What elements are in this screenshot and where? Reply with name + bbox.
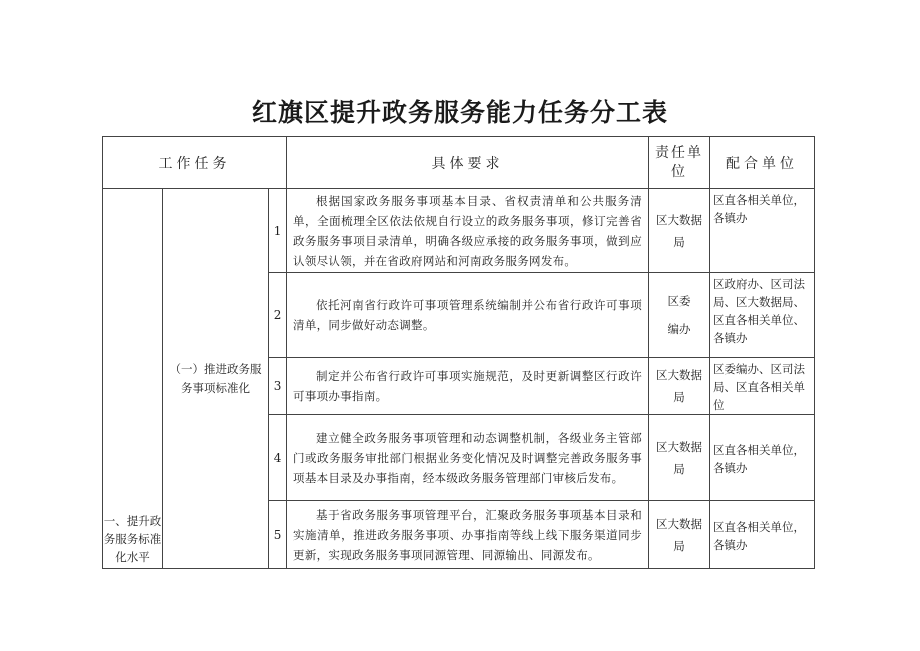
responsible-unit: 区大数据局 (649, 358, 710, 415)
responsible-unit: 区大数据局 (649, 501, 710, 569)
row-number: 3 (269, 358, 287, 415)
requirement-cell: 制定并公布省行政许可事项实施规范，及时更新调整区行政许可事项办事指南。 (287, 358, 649, 415)
subcategory-cell: （一）推进政务服务事项标准化 (163, 189, 269, 569)
row-number: 4 (269, 415, 287, 501)
category-cell: 一、提升政务服务标准化水平 (103, 189, 163, 569)
header-requirement: 具体要求 (287, 137, 649, 189)
responsible-unit: 区委编办 (649, 273, 710, 358)
document-title: 红旗区提升政务服务能力任务分工表 (251, 98, 668, 127)
responsible-unit: 区大数据局 (649, 189, 710, 273)
header-task: 工作任务 (103, 137, 287, 189)
requirement-cell: 基于省政务服务事项管理平台，汇聚政务服务事项基本目录和实施清单，推进政务服务事项、办事指南等线上线下服务渠道同步更新，实现政务服务事项同源管理、同源输出、同源发布。 (287, 501, 649, 569)
requirement-cell: 根据国家政务服务事项基本目录、省权责清单和公共服务清单，全面梳理全区依法依规自行设立的政务服务事项，修订完善省政务服务事项目录清单，明确各级应承接的政务服务事项，做到应认领尽认领，并在省政府网站和河南政务服务网发布。 (287, 189, 649, 273)
row-number: 1 (269, 189, 287, 273)
row-number: 5 (269, 501, 287, 569)
header-row (103, 137, 815, 189)
cooperating-units: 区直各相关单位，各镇办 (710, 189, 815, 273)
requirement-cell: 建立健全政务服务事项管理和动态调整机制，各级业务主管部门或政务服务审批部门根据业务变化情况及时调整完善政务服务事项基本目录及办事指南，经本级政务服务管理部门审核后发布。 (287, 415, 649, 501)
cooperating-units: 区直各相关单位，各镇办 (710, 501, 815, 569)
header-cooperating: 配合单位 (710, 137, 815, 189)
requirement-cell: 依托河南省行政许可事项管理系统编制并公布省行政许可事项清单，同步做好动态调整。 (287, 273, 649, 358)
cooperating-units: 区委编办、区司法局、区直各相关单位 (710, 358, 815, 415)
header-responsible: 责任单位 (649, 137, 710, 189)
responsible-unit: 区大数据局 (649, 415, 710, 501)
task-table (102, 136, 815, 569)
cooperating-units: 区政府办、区司法局、区大数据局、区直各相关单位、各镇办 (710, 273, 815, 358)
cooperating-units: 区直各相关单位，各镇办 (710, 415, 815, 501)
table-row (103, 189, 815, 273)
row-number: 2 (269, 273, 287, 358)
